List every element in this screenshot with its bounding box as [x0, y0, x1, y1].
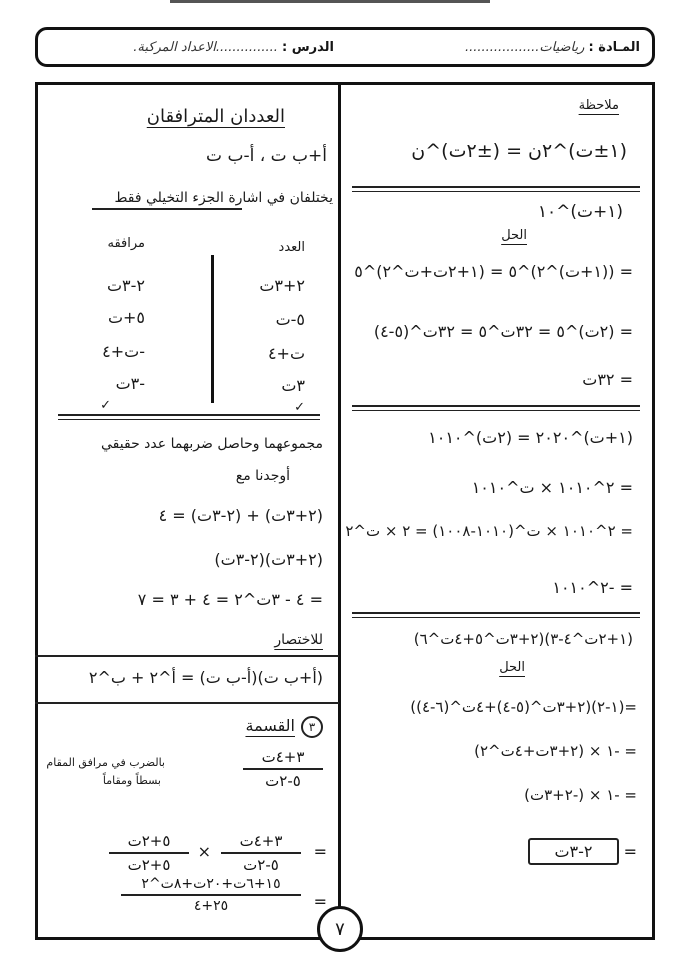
- example3-final-answer: [528, 842, 637, 861]
- example2-step1: = ٢^١٠١٠ × ت^١٠١٠: [471, 478, 633, 497]
- subject-value: رياضيات..................: [465, 40, 585, 55]
- lesson-field: [133, 40, 334, 55]
- conjugates-form: أ+ب ت ، أ-ب ت: [206, 146, 327, 166]
- division-title: القسمة: [245, 716, 295, 735]
- fraction-denominator: ٥+٢ت: [127, 856, 171, 874]
- example3-step2: = -١ × (٢+٣ت+٤ت^٢): [474, 742, 637, 760]
- section-divider: [352, 186, 640, 192]
- table-number-cell: ٥-ت: [275, 310, 305, 329]
- note-title: ملاحظة: [578, 98, 619, 113]
- product-result: = ٤ - ٣ت^٢ = ٤ + ٣ = ٧: [137, 590, 323, 609]
- example1-step2: = (٢ت)^٥ = ٣٢ت^٥ = ٣٢ت^(٥-٤): [373, 322, 633, 341]
- description-underline: [92, 208, 242, 210]
- example1-step1: = ((١+ت)^٢)^٥ = (١+٢ت+ت^٢)^٥: [354, 262, 633, 281]
- conjugates-description: يختلفان في اشارة الجزء التخيلي فقط: [114, 190, 333, 206]
- example3-step1: =(١-٢)(٢+٣ت^(٥-٤)+٤ت^(٦-٤)): [410, 698, 637, 716]
- example3-problem: (١+٢ت^٤-٣)(٢+٣ت^٥+٤ت^٦): [413, 630, 633, 648]
- example2-problem: (١+ت)^٢٠٢٠ = (٢ت)^١٠١٠: [428, 428, 633, 447]
- column-divider: [338, 82, 341, 910]
- conjugate-product-identity: (أ+ب ت)(أ-ب ت) = أ^٢ + ب^٢: [88, 668, 323, 687]
- example2-step2: = ٢^١٠١٠ × ت^(١٠١٠-١٠٠٨) = ٢ × ت^٢: [345, 522, 633, 540]
- table-number-cell: ت+٤: [267, 344, 305, 363]
- fraction-denominator: ٥-٢ت: [243, 856, 279, 874]
- page-number: ٧: [317, 906, 363, 952]
- boxed-answer: ٢-٣ت: [528, 838, 618, 865]
- product-line: (٢+٣ت)(٢-٣ت): [214, 550, 323, 569]
- lesson-label: الدرس :: [282, 40, 334, 55]
- subject-field: [465, 40, 640, 55]
- example2-step3: = -٢^١٠١٠: [552, 578, 633, 597]
- example1-problem: (١+ت)^١٠: [537, 202, 623, 222]
- identity-box-top: [35, 655, 339, 657]
- lesson-value: ...............الاعداد المركبة.: [133, 40, 278, 55]
- find-label: أوجدنا مع: [235, 468, 290, 484]
- section-number-badge: ٣: [301, 716, 323, 738]
- conjugates-title: العددان المترافقان: [146, 106, 285, 127]
- table-number-cell: ٣ت: [281, 376, 305, 395]
- equals-sign: =: [618, 842, 637, 861]
- fraction-numerator: ٣+٤ت: [243, 748, 323, 770]
- division-fraction: [243, 748, 323, 790]
- fraction-numerator: ٥+٢ت: [109, 832, 189, 854]
- division-section-title: [245, 716, 323, 738]
- worksheet-header: [35, 27, 655, 67]
- checkmark-icon: ✓: [100, 398, 111, 413]
- multiply-sign: ×: [197, 842, 211, 861]
- table-header-conjugate: مرافقه: [107, 236, 145, 251]
- step1-right-fraction: [109, 832, 189, 874]
- subject-label: المـادة :: [588, 40, 640, 55]
- identity-box-bottom: [35, 702, 339, 704]
- equals-sign: =: [313, 892, 327, 911]
- example1-step3: = ٣٢ت: [582, 370, 633, 389]
- table-header-number: العدد: [278, 240, 305, 255]
- table-conjugate-cell: ٥+ت: [107, 308, 145, 327]
- example3-solution-label: الحل: [499, 660, 525, 675]
- note-formula: (١±ت)^٢ن = (±٢ت)^ن: [411, 140, 627, 162]
- section-divider: [352, 405, 640, 411]
- example1-solution-label: الحل: [501, 228, 527, 243]
- table-conjugate-cell: -٣ت: [115, 374, 145, 393]
- top-edge-strip: [170, 0, 490, 3]
- fraction-numerator: ١٥+٦ت+٢٠ت+٨ت^٢: [121, 876, 301, 896]
- sum-product-text: مجموعهما وحاصل ضربهما عدد حقيقي: [101, 436, 323, 452]
- example3-step3: = -١ × (-٢+٣ت): [524, 786, 637, 804]
- equals-sign: =: [313, 842, 327, 861]
- table-divider: [211, 255, 214, 403]
- table-conjugate-cell: ٢-٣ت: [106, 276, 145, 295]
- step1-left-fraction: [221, 832, 301, 874]
- fraction-denominator: ٥-٢ت: [265, 772, 301, 790]
- step2-fraction: [121, 876, 301, 914]
- checkmark-icon: ✓: [294, 400, 305, 415]
- section-divider: [352, 612, 640, 618]
- sum-line: (٢+٣ت) + (٢-٣ت) = ٤: [158, 506, 323, 525]
- fraction-numerator: ٣+٤ت: [221, 832, 301, 854]
- division-hint-line1: بالضرب في مرافق المقام: [46, 756, 165, 769]
- shortcut-label: للاختصار: [274, 632, 323, 648]
- division-hint-line2: بسطاً ومقاماً: [102, 774, 161, 787]
- table-conjugate-cell: -ت+٤: [102, 342, 145, 361]
- fraction-denominator: ٢٥+٤: [193, 898, 229, 914]
- table-number-cell: ٢+٣ت: [259, 276, 305, 295]
- section-divider: [58, 414, 320, 420]
